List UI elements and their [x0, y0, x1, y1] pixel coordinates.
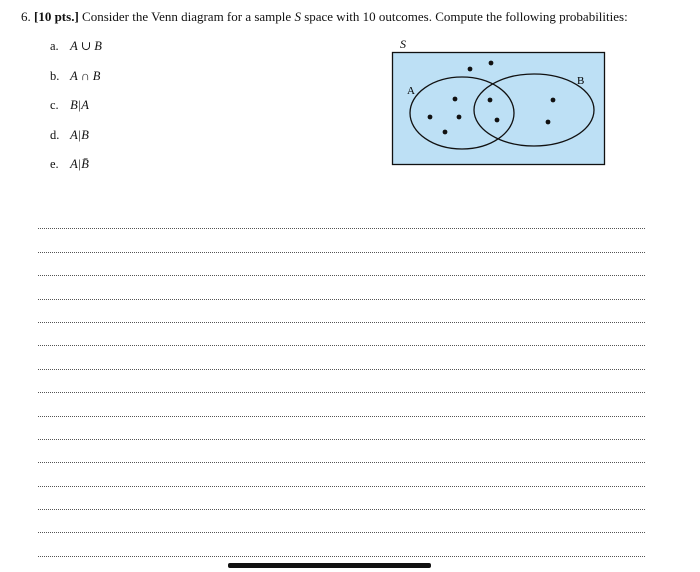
- question-sample-variable: S: [294, 9, 301, 24]
- probability-item: [50, 126, 102, 156]
- outcome-dot: [457, 115, 462, 120]
- answer-line[interactable]: [38, 323, 645, 346]
- item-expression: A ∩ B: [70, 68, 101, 83]
- item-expression: A|B̄: [70, 157, 89, 171]
- answer-line[interactable]: [38, 370, 645, 393]
- sample-space-rectangle: [393, 53, 605, 165]
- answer-line[interactable]: [38, 417, 645, 440]
- answer-line[interactable]: [38, 463, 645, 486]
- item-letter: e.: [50, 157, 59, 171]
- answer-line[interactable]: [38, 533, 645, 556]
- item-expression: B|A: [70, 98, 89, 112]
- answer-line[interactable]: [38, 487, 645, 510]
- outcome-dot: [546, 120, 551, 125]
- outcome-dot: [453, 97, 458, 102]
- answer-line[interactable]: [38, 393, 645, 416]
- item-letter: c.: [50, 98, 59, 112]
- item-expression: A ∪ B: [70, 39, 102, 53]
- probability-item-list: [50, 37, 102, 185]
- sample-space-label: S: [400, 37, 406, 51]
- question-prompt: [21, 8, 628, 26]
- outcome-dot: [495, 118, 500, 123]
- set-b-label: B: [577, 75, 585, 87]
- question-number: 6.: [21, 9, 31, 24]
- scroll-indicator-bar: [228, 563, 431, 568]
- probability-item: [50, 67, 102, 97]
- outcome-dot: [551, 98, 556, 103]
- probability-item: [50, 96, 102, 126]
- outcome-dot: [443, 130, 448, 135]
- answer-line[interactable]: [38, 253, 645, 276]
- item-expression: A|B: [70, 127, 89, 142]
- answer-line[interactable]: [38, 276, 645, 299]
- question-text-after: space with 10 outcomes. Compute the following probabilities:: [304, 9, 628, 24]
- venn-diagram: [388, 36, 610, 168]
- answer-line[interactable]: [38, 346, 645, 369]
- outcome-dot: [428, 115, 433, 120]
- answer-line[interactable]: [38, 229, 645, 252]
- item-letter: a.: [50, 39, 59, 53]
- outcome-dot: [488, 98, 493, 103]
- item-letter: d.: [50, 127, 60, 142]
- probability-item: [50, 155, 102, 185]
- set-a-label: A: [407, 85, 415, 97]
- item-letter: b.: [50, 68, 60, 83]
- outcome-dot: [489, 61, 494, 66]
- probability-item: [50, 37, 102, 67]
- question-text-before: Consider the Venn diagram for a sample: [82, 9, 292, 24]
- answer-line[interactable]: [38, 440, 645, 463]
- question-points: [10 pts.]: [34, 9, 79, 24]
- outcome-dot: [468, 67, 473, 72]
- answer-line[interactable]: [38, 510, 645, 533]
- answer-line[interactable]: [38, 206, 645, 229]
- answer-line[interactable]: [38, 300, 645, 323]
- answer-lines: [38, 206, 645, 557]
